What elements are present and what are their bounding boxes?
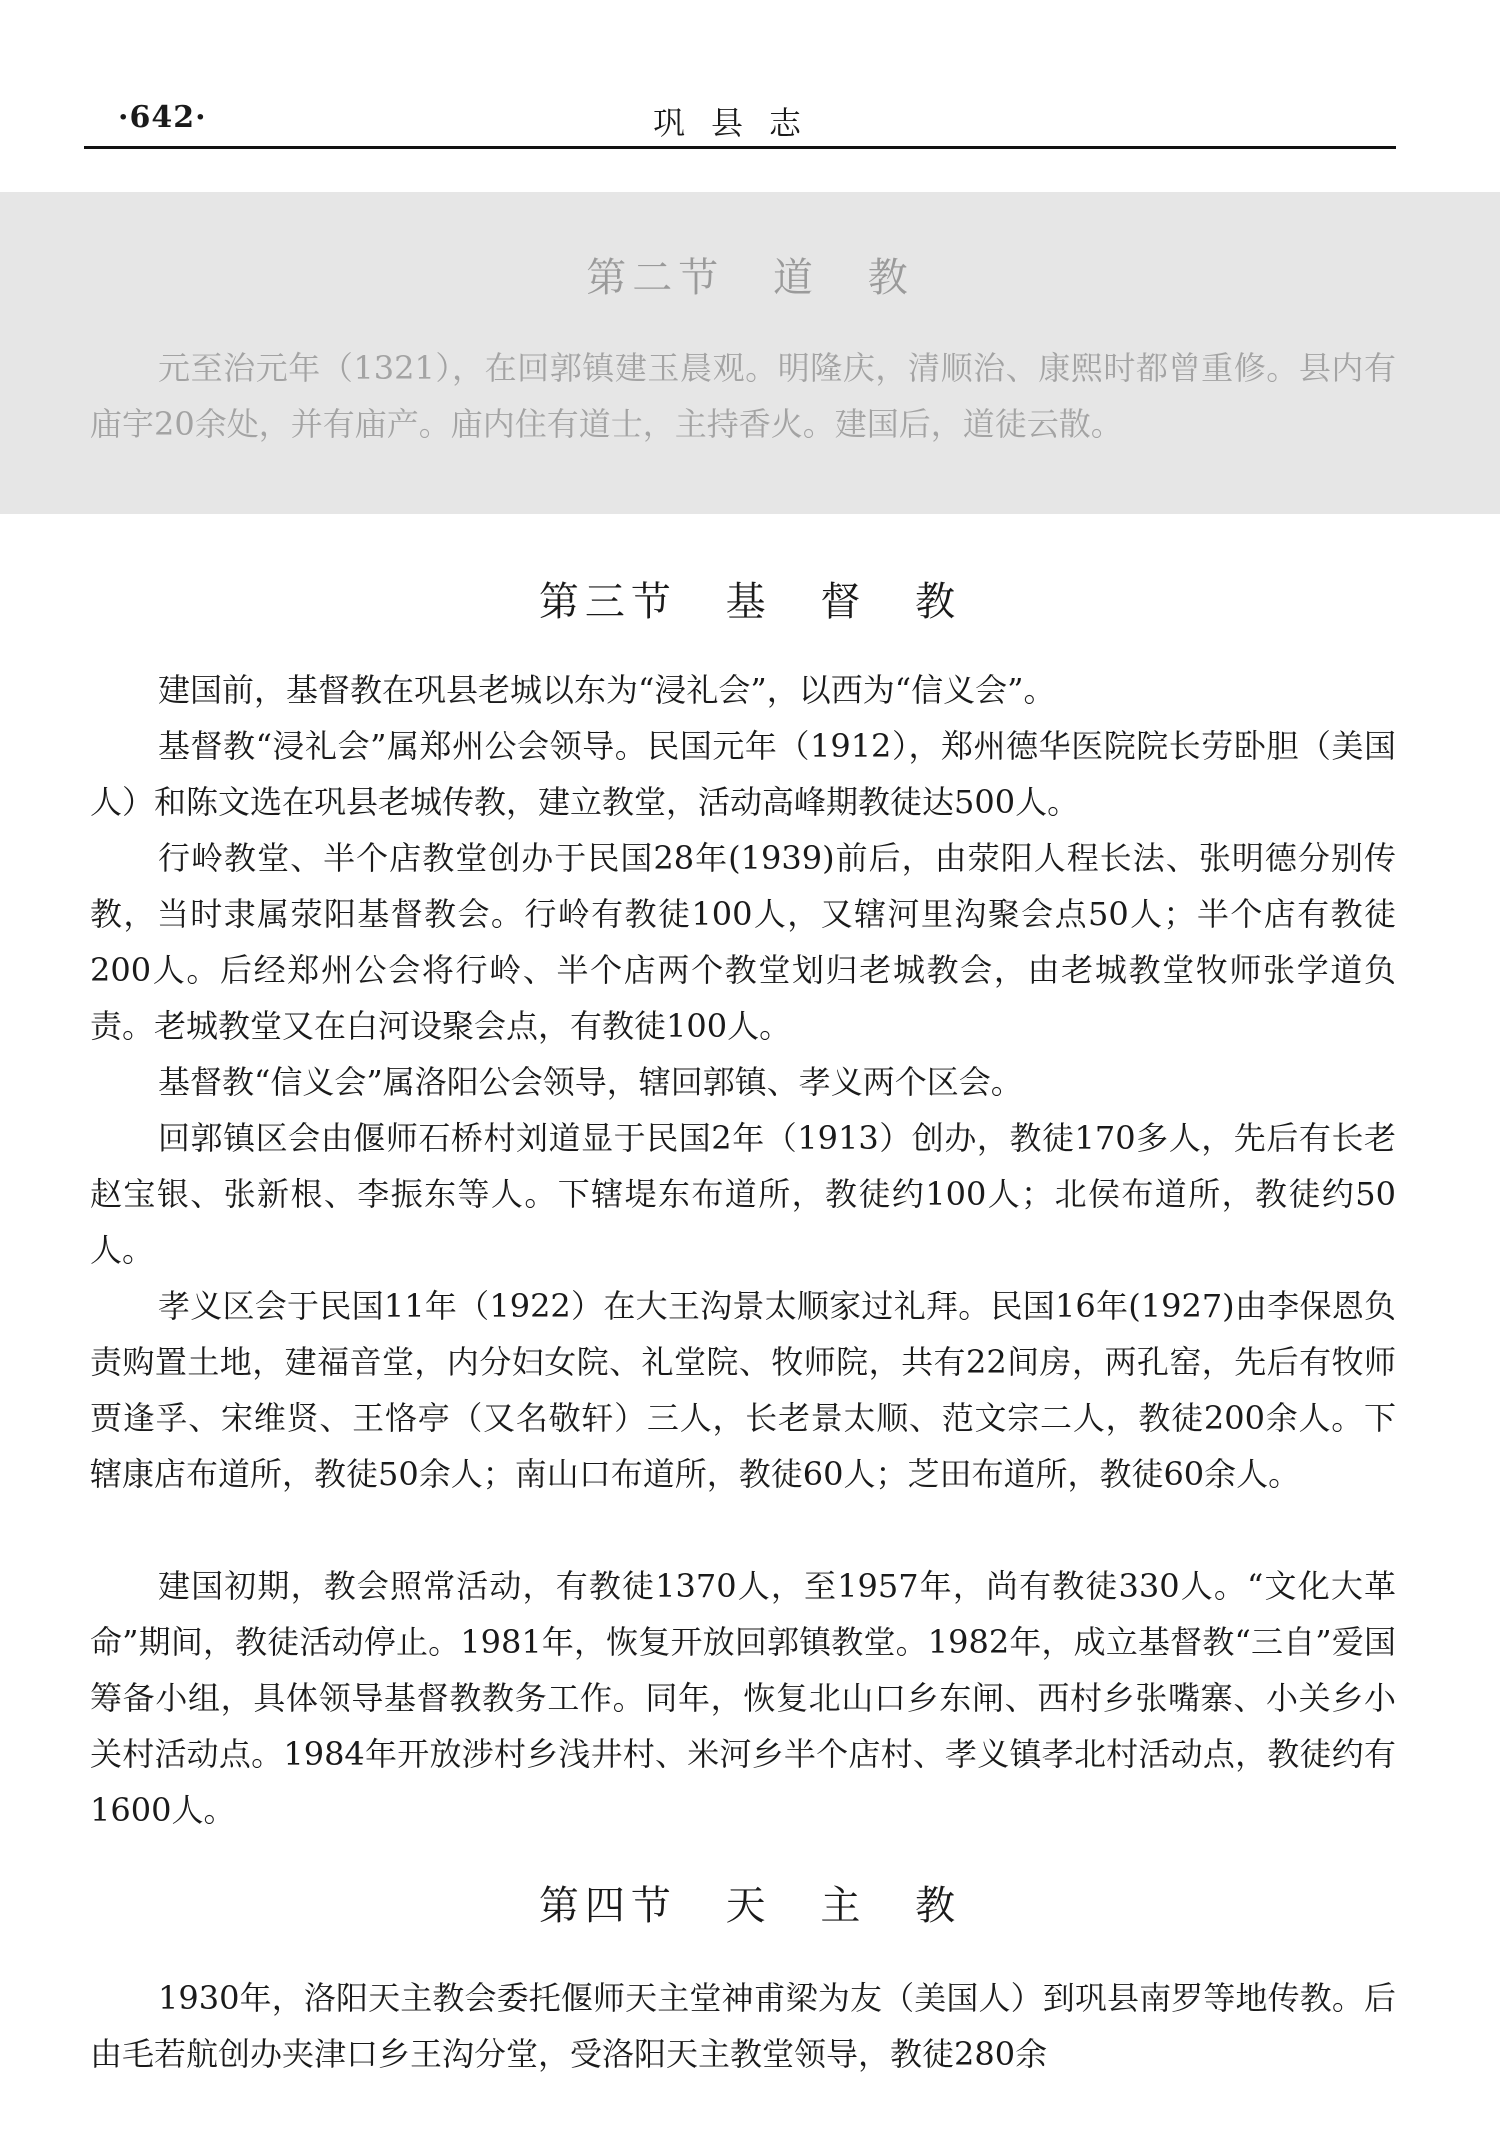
paragraph: 1930年，洛阳天主教会委托偃师天主堂神甫梁为友（美国人）到巩县南罗等地传教。后由毛若航创办夹津口乡王沟分堂，受洛阳天主教堂领导，教徒280余 [90, 1979, 1396, 2073]
running-title: 巩县志 [652, 104, 827, 142]
paragraph: 建国初期，教会照常活动，有教徒1370人，至1957年，尚有教徒330人。“文化大革命”期间，教徒活动停止。1981年，恢复开放回郭镇教堂。1982年，成立基督教“三自”爱国筹备小组，具体领导基督教教务工作。同年，恢复北山口乡东闸、西村乡张嘴寨、小关乡小关村活动点。1984年开放涉村乡浅井村、米河乡半个店村、孝义镇孝北村活动点，教徒约有1600人。 [90, 1567, 1396, 1829]
paragraph: 回郭镇区会由偃师石桥村刘道显于民国2年（1913）创办，教徒170多人，先后有长老赵宝银、张新根、李振东等人。下辖堤东布道所，教徒约100人；北侯布道所，教徒约50人。 [90, 1119, 1396, 1269]
header-rule [84, 146, 1396, 149]
page-header [84, 98, 1396, 142]
section-heading-catholicism: 第四节 天 主 教 [538, 1883, 962, 1929]
paragraph: 建国前，基督教在巩县老城以东为“浸礼会”，以西为“信义会”。 [158, 671, 1056, 709]
section-heading-daoism: 第二节 道 教 [586, 255, 914, 301]
paragraph: 行岭教堂、半个店教堂创办于民国28年(1939)前后，由荥阳人程长法、张明德分别传教，当时隶属荥阳基督教会。行岭有教徒100人，又辖河里沟聚会点50人；半个店有教徒200人。后经郑州公会将行岭、半个店两个教堂划归老城教会，由老城教堂牧师张学道负责。老城教堂又在白河设聚会点，有教徒100人。 [90, 839, 1396, 1045]
paragraph: 基督教“信义会”属洛阳公会领导，辖回郭镇、孝义两个区会。 [158, 1063, 1023, 1101]
paragraph: 孝义区会于民国11年（1922）在大王沟景太顺家过礼拜。民国16年(1927)由李保恩负责购置土地，建福音堂，内分妇女院、礼堂院、牧师院，共有22间房，两孔窑，先后有牧师贾逢孚、宋维贤、王恪亭（又名敬轩）三人，长老景太顺、范文宗二人，教徒200余人。下辖康店布道所，教徒50余人；南山口布道所，教徒60人；芝田布道所，教徒60余人。 [90, 1287, 1396, 1493]
paragraph: 基督教“浸礼会”属郑州公会领导。民国元年（1912），郑州德华医院院长劳卧胆（美国人）和陈文选在巩县老城传教，建立教堂，活动高峰期教徒达500人。 [90, 727, 1396, 821]
page-number: ·642· [118, 100, 207, 135]
section-heading-christianity: 第三节 基 督 教 [538, 579, 962, 625]
paragraph: 元至治元年（1321），在回郭镇建玉晨观。明隆庆，清顺治、康熙时都曾重修。县内有庙宇20余处，并有庙产。庙内住有道士，主持香火。建国后，道徒云散。 [90, 349, 1396, 443]
